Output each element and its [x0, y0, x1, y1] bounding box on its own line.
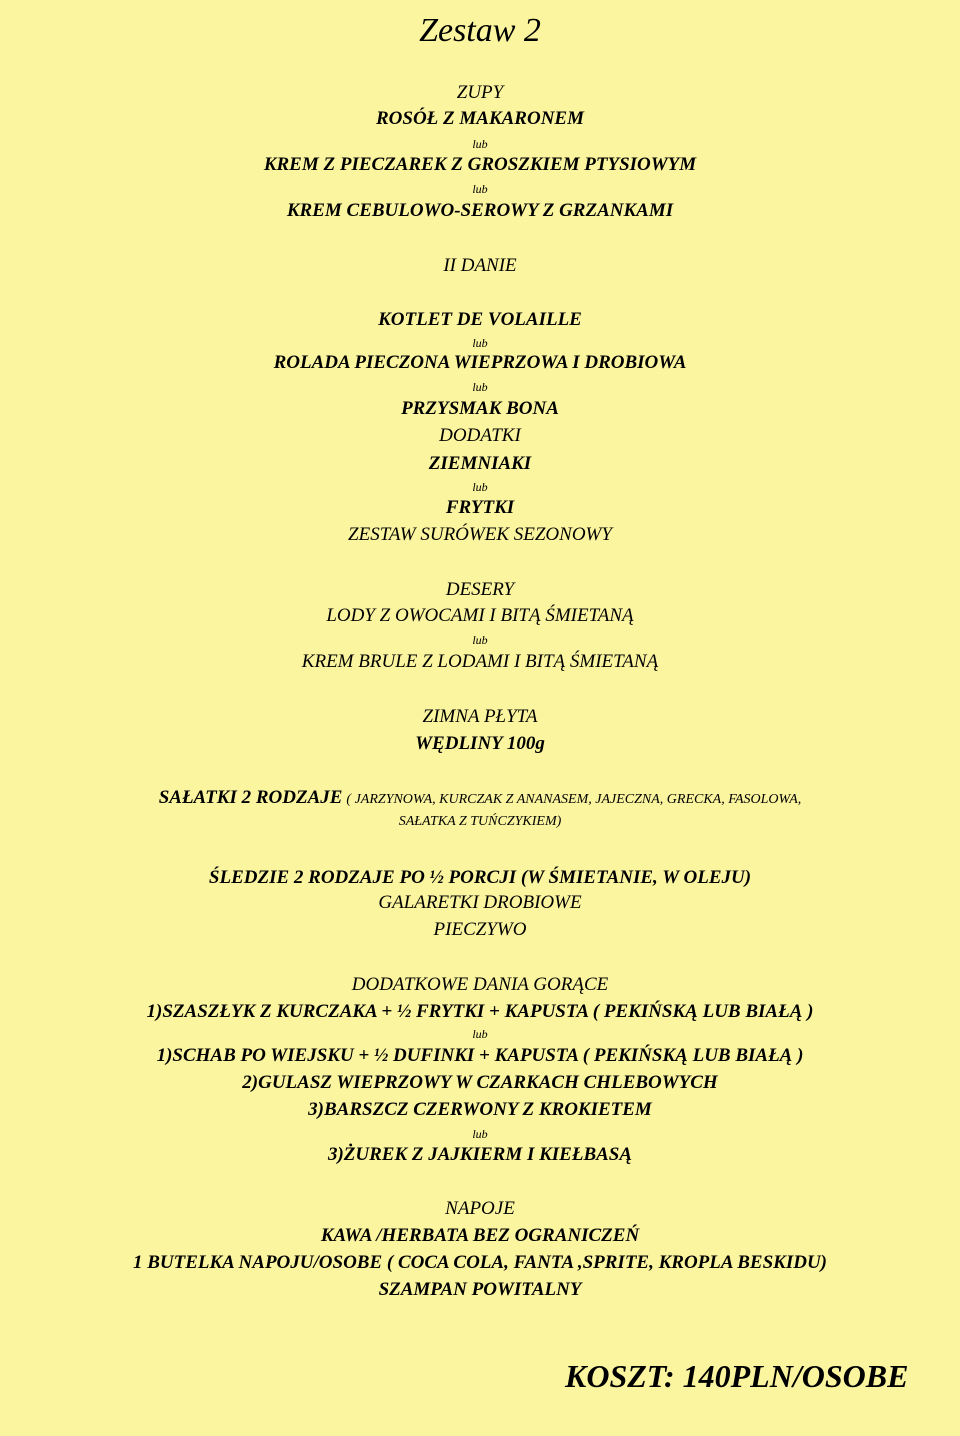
menu-item: LODY Z OWOCAMI I BITĄ ŚMIETANĄ — [326, 605, 634, 626]
menu-item: SZAMPAN POWITALNY — [378, 1279, 582, 1300]
menu-item: GALARETKI DROBIOWE — [378, 892, 582, 913]
menu-item: KAWA /HERBATA BEZ OGRANICZEŃ — [320, 1225, 640, 1246]
menu-item: KREM BRULE Z LODAMI I BITĄ ŚMIETANĄ — [301, 651, 659, 672]
menu-item: ZESTAW SURÓWEK SEZONOWY — [348, 524, 612, 545]
section-heading-zupy: ZUPY — [456, 82, 504, 103]
menu-item: ROSÓŁ Z MAKARONEM — [376, 108, 584, 129]
or-label: lub — [472, 480, 488, 494]
section-heading-desery: DESERY — [445, 579, 515, 600]
or-label: lub — [472, 137, 488, 151]
menu-item: PIECZYWO — [433, 919, 527, 940]
salatki-label: SAŁATKI 2 RODZAJE — [158, 787, 343, 808]
menu-item: KREM Z PIECZAREK Z GROSZKIEM PTYSIOWYM — [263, 154, 697, 175]
menu-title: Zestaw 2 — [419, 12, 541, 49]
section-heading-zimna: ZIMNA PŁYTA — [422, 706, 538, 727]
subheading-dodatki: DODATKI — [439, 425, 521, 446]
menu-item: 1)SCHAB PO WIEJSKU + ½ DUFINKI + KAPUSTA ( PEKIŃSKĄ LUB BIAŁĄ ) — [156, 1045, 804, 1066]
menu-item: ZIEMNIAKI — [428, 453, 532, 474]
menu-item: 1)SZASZŁYK Z KURCZAKA + ½ FRYTKI + KAPUSTA ( PEKIŃSKĄ LUB BIAŁĄ ) — [146, 1001, 814, 1022]
or-label: lub — [472, 1027, 488, 1041]
salatki-detail-2: SAŁATKA Z TUŃCZYKIEM) — [398, 814, 562, 829]
or-label: lub — [472, 380, 488, 394]
menu-item: FRYTKI — [445, 497, 515, 518]
or-label: lub — [472, 633, 488, 647]
or-label: lub — [472, 182, 488, 196]
menu-item: 1 BUTELKA NAPOJU/OSOBE ( COCA COLA, FANTA ,SPRITE, KROPLA BESKIDU) — [132, 1252, 828, 1273]
menu-item: 3)BARSZCZ CZERWONY Z KROKIETEM — [308, 1099, 652, 1120]
menu-item: KOTLET DE VOLAILLE — [378, 309, 582, 330]
menu-item: ŚLEDZIE 2 RODZAJE PO ½ PORCJI (W ŚMIETANIE, W OLEJU) — [208, 867, 752, 888]
or-label: lub — [472, 1127, 488, 1141]
menu-item: PRZYSMAK BONA — [401, 398, 559, 419]
menu-item: 3)ŻUREK Z JAJKIERM I KIEŁBASĄ — [327, 1144, 633, 1165]
section-heading-drugie: II DANIE — [443, 255, 517, 276]
salatki-detail: ( JARZYNOWA, KURCZAK Z ANANASEM, JAJECZNA, GRECKA, FASOLOWA, — [346, 792, 802, 807]
menu-item: WĘDLINY 100g — [415, 733, 545, 754]
salatki-line — [0, 788, 960, 807]
section-heading-napoje: NAPOJE — [445, 1198, 515, 1219]
section-heading-gorace: DODATKOWE DANIA GORĄCE — [351, 974, 609, 995]
or-label: lub — [472, 336, 488, 350]
menu-item: KREM CEBULOWO-SEROWY Z GRZANKAMI — [286, 200, 674, 221]
price-label: KOSZT: 140PLN/OSOBE — [565, 1358, 909, 1394]
menu-item: 2)GULASZ WIEPRZOWY W CZARKACH CHLEBOWYCH — [242, 1072, 718, 1093]
menu-item: ROLADA PIECZONA WIEPRZOWA I DROBIOWA — [273, 352, 687, 373]
